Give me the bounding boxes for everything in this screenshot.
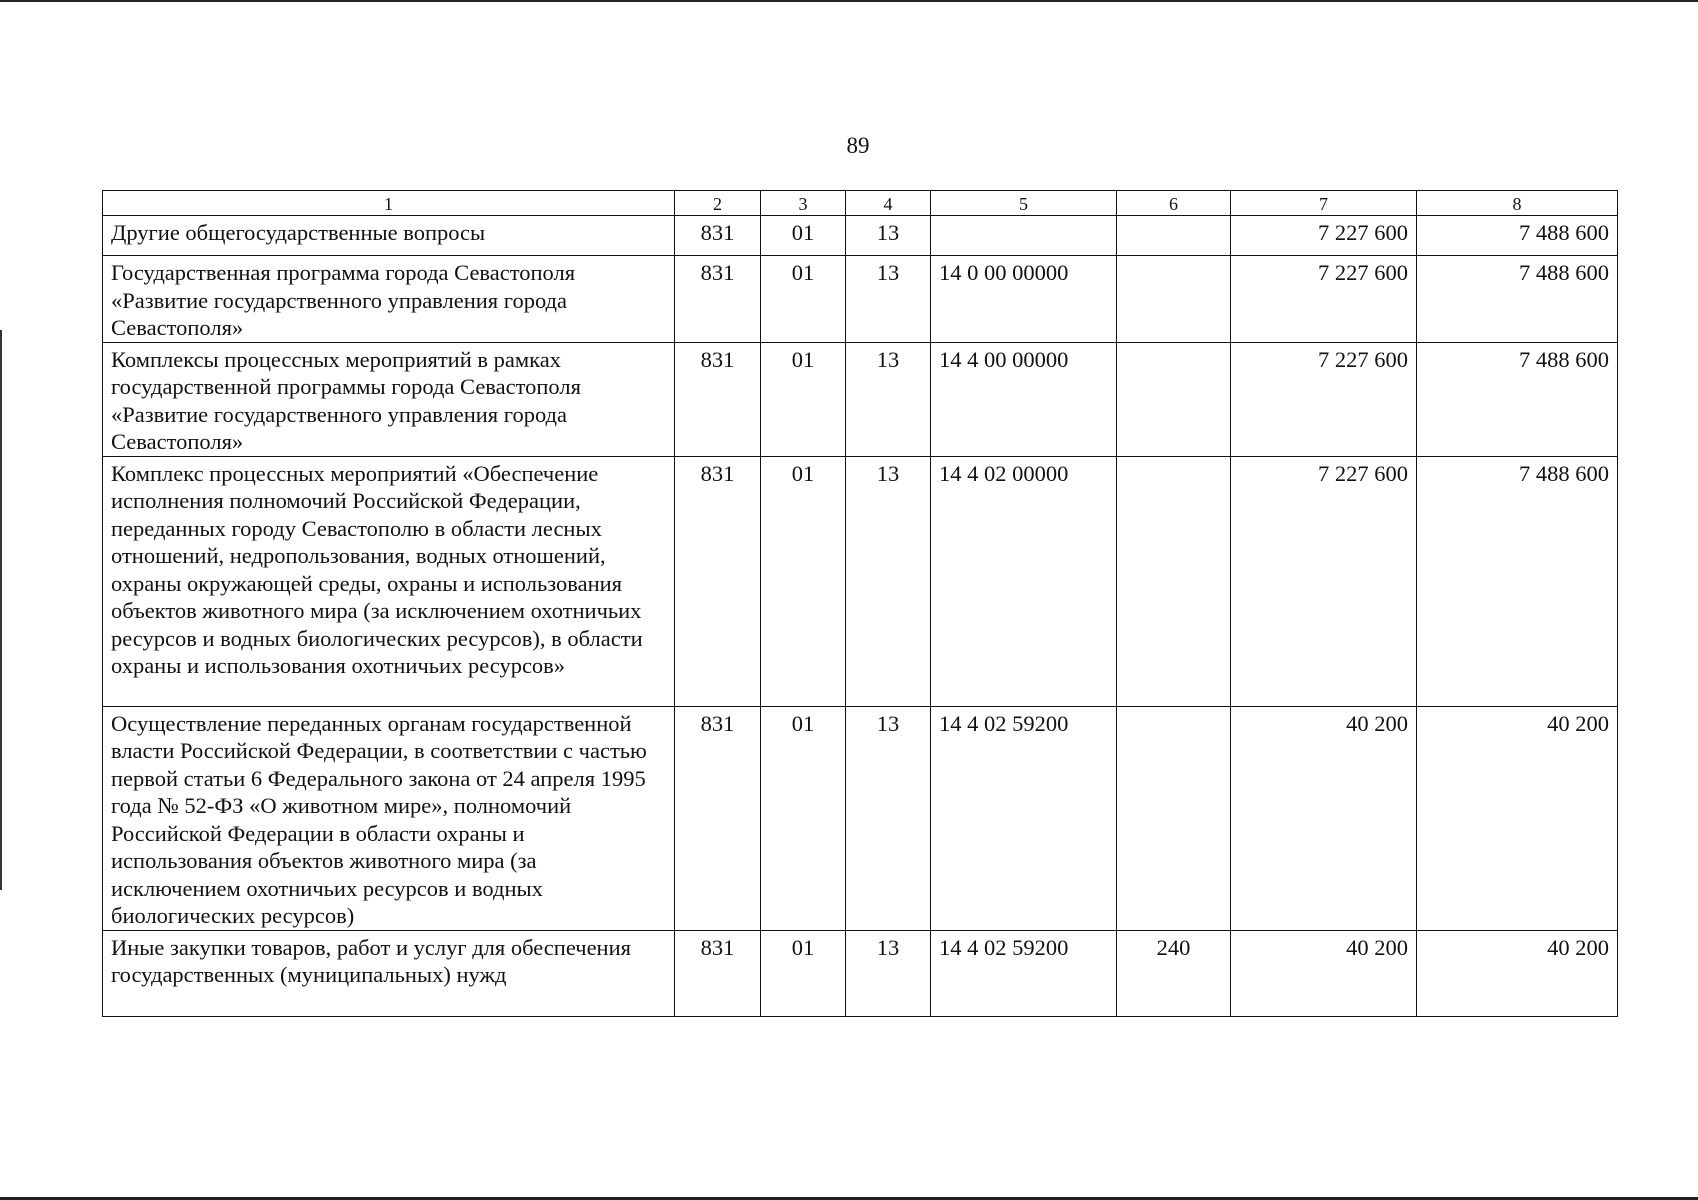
- table-row: [103, 342, 1618, 456]
- column-number-header-row: [103, 191, 1618, 216]
- column-header-3: 3: [761, 191, 846, 216]
- amount-cell-col7: 7 227 600: [1231, 256, 1417, 343]
- budget-table: [102, 190, 1618, 1017]
- amount-cell-col8: 40 200: [1417, 706, 1618, 930]
- amount-cell-col8: 7 488 600: [1417, 216, 1618, 256]
- section-code-cell: 01: [761, 342, 846, 456]
- amount-cell-col8: 7 488 600: [1417, 342, 1618, 456]
- row-name-cell: Комплексы процессных мероприятий в рамках государственной программы города Севастополя «Развитие государственного управления города Севастополя»: [103, 342, 675, 456]
- section-code-cell: 01: [761, 456, 846, 706]
- subsection-code-cell: 13: [846, 456, 931, 706]
- expense-type-cell: [1117, 342, 1231, 456]
- row-name-cell: Другие общегосударственные вопросы: [103, 216, 675, 256]
- amount-cell-col7: 7 227 600: [1231, 216, 1417, 256]
- amount-cell-col8: 7 488 600: [1417, 456, 1618, 706]
- expense-type-cell: [1117, 256, 1231, 343]
- expense-type-cell: [1117, 706, 1231, 930]
- column-header-7: 7: [1231, 191, 1417, 216]
- page-number: 89: [846, 133, 870, 158]
- target-article-cell: [931, 216, 1117, 256]
- column-header-5: 5: [931, 191, 1117, 216]
- section-code-cell: 01: [761, 930, 846, 1016]
- target-article-cell: 14 0 00 00000: [931, 256, 1117, 343]
- ministry-code-cell: 831: [675, 706, 761, 930]
- amount-cell-col8: 40 200: [1417, 930, 1618, 1016]
- column-header-8: 8: [1417, 191, 1618, 216]
- section-code-cell: 01: [761, 216, 846, 256]
- table-row: [103, 216, 1618, 256]
- column-header-2: 2: [675, 191, 761, 216]
- column-header-4: 4: [846, 191, 931, 216]
- target-article-cell: 14 4 02 59200: [931, 706, 1117, 930]
- target-article-cell: 14 4 02 00000: [931, 456, 1117, 706]
- row-name-cell: Иные закупки товаров, работ и услуг для обеспечения государственных (муниципальных) нужд: [103, 930, 675, 1016]
- row-name-cell: Осуществление переданных органам государственной власти Российской Федерации, в соответствии с частью первой статьи 6 Федерального закона от 24 апреля 1995 года № 52-ФЗ «О животном мире», полномочий Российской Федерации в области охраны и использования объектов животного мира (за исключением охотничьих ресурсов и водных биологических ресурсов): [103, 706, 675, 930]
- table-row: [103, 930, 1618, 1016]
- table-row: [103, 256, 1618, 343]
- subsection-code-cell: 13: [846, 342, 931, 456]
- expense-type-cell: [1117, 456, 1231, 706]
- subsection-code-cell: 13: [846, 706, 931, 930]
- ministry-code-cell: 831: [675, 930, 761, 1016]
- ministry-code-cell: 831: [675, 216, 761, 256]
- scan-left-edge: [0, 330, 2, 890]
- amount-cell-col8: 7 488 600: [1417, 256, 1618, 343]
- section-code-cell: 01: [761, 256, 846, 343]
- amount-cell-col7: 7 227 600: [1231, 456, 1417, 706]
- row-name-cell: Комплекс процессных мероприятий «Обеспечение исполнения полномочий Российской Федерации, переданных городу Севастополю в области лесных отношений, недропользования, водных отношений, охраны окружающей среды, охраны и использования объектов животного мира (за исключением охотничьих ресурсов и водных биологических ресурсов), в области охраны и использования охотничьих ресурсов»: [103, 456, 675, 706]
- ministry-code-cell: 831: [675, 456, 761, 706]
- target-article-cell: 14 4 02 59200: [931, 930, 1117, 1016]
- scan-top-edge: [0, 0, 1698, 2]
- subsection-code-cell: 13: [846, 216, 931, 256]
- amount-cell-col7: 7 227 600: [1231, 342, 1417, 456]
- expense-type-cell: [1117, 216, 1231, 256]
- subsection-code-cell: 13: [846, 256, 931, 343]
- amount-cell-col7: 40 200: [1231, 930, 1417, 1016]
- expense-type-cell: 240: [1117, 930, 1231, 1016]
- target-article-cell: 14 4 00 00000: [931, 342, 1117, 456]
- table-row: [103, 706, 1618, 930]
- subsection-code-cell: 13: [846, 930, 931, 1016]
- row-name-cell: Государственная программа города Севастополя «Развитие государственного управления города Севастополя»: [103, 256, 675, 343]
- column-header-6: 6: [1117, 191, 1231, 216]
- amount-cell-col7: 40 200: [1231, 706, 1417, 930]
- table-row: [103, 456, 1618, 706]
- column-header-1: 1: [103, 191, 675, 216]
- ministry-code-cell: 831: [675, 256, 761, 343]
- ministry-code-cell: 831: [675, 342, 761, 456]
- section-code-cell: 01: [761, 706, 846, 930]
